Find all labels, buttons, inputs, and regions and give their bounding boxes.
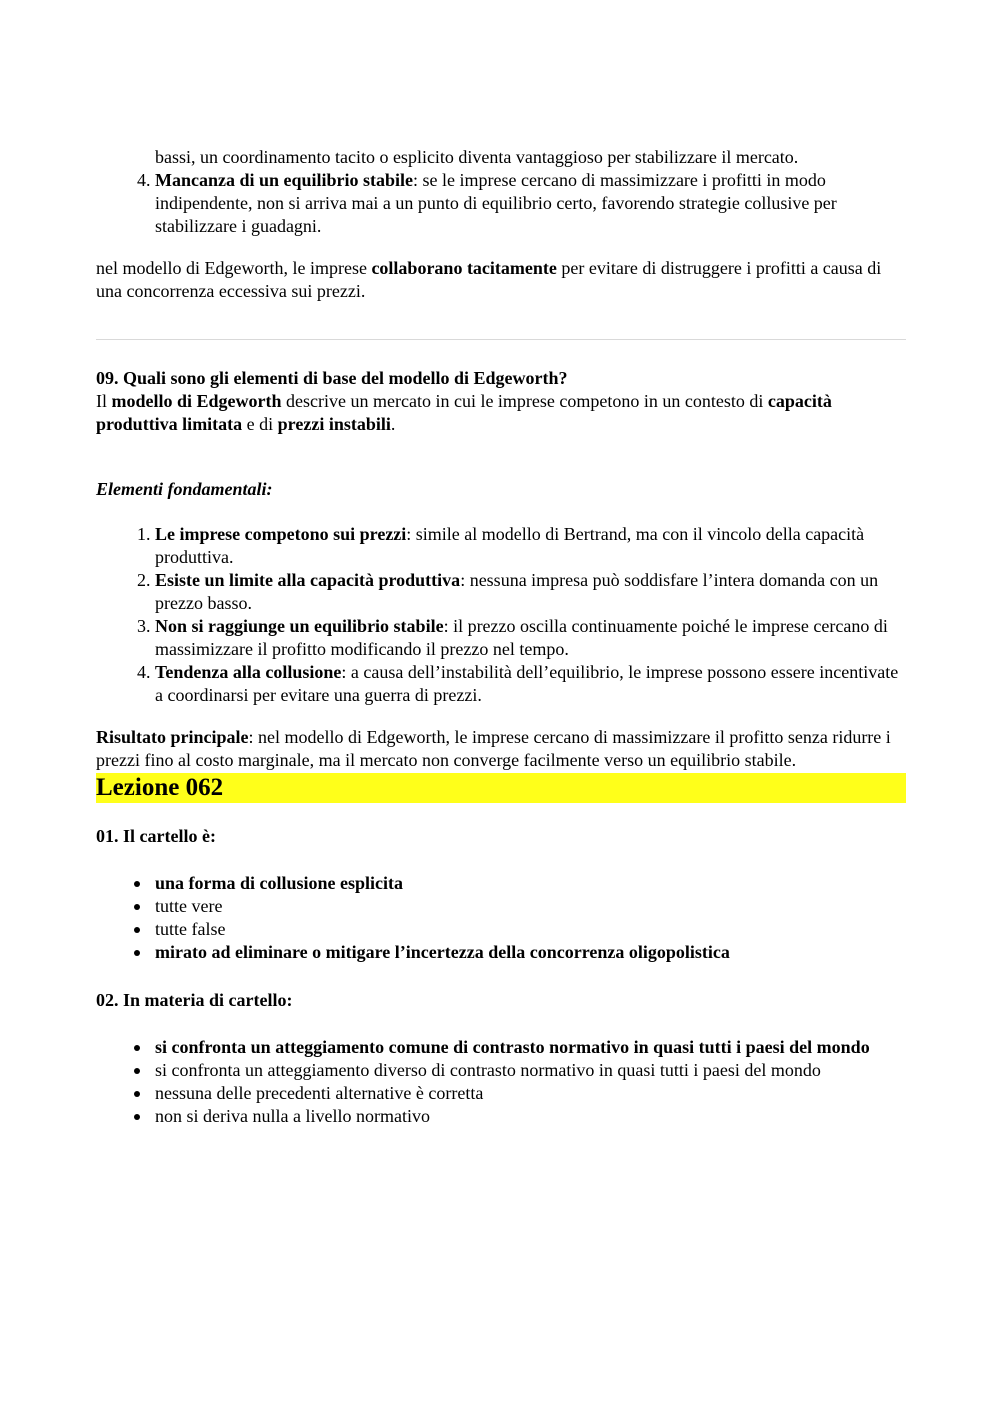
item-text: : simile al modello di Bertrand, ma con il vincolo della capacità produttiva. [155,524,865,567]
answer-text: si confronta un atteggiamento comune di contrasto normativo in quasi tutti i paesi del mondo [155,1037,870,1057]
answer-text: non si deriva nulla a livello normativo [155,1106,430,1126]
list-item [155,569,906,615]
question-title-text: 09. Quali sono gli elementi di base del modello di Edgeworth? [96,368,568,388]
question-title-text: 02. In materia di cartello: [96,990,293,1010]
item-bold: Non si raggiunge un equilibrio stabile [155,616,444,636]
answer-text: tutte vere [155,896,223,916]
question-02-title [96,989,906,1012]
question-09-title [96,367,906,390]
item-bold: Le imprese competono sui prezzi [155,524,407,544]
answer-text: una forma di collusione esplicita [155,873,404,893]
text-run: per evitare di distruggere i profitti a causa di una concorrenza eccessiva sui prezzi. [96,258,882,301]
text-run: Il [96,391,112,411]
answer-text: tutte false [155,919,226,939]
item-text: : a causa dell’instabilità dell’equilibrio, le imprese possono essere incentivate a coordinarsi per evitare una guerra di prezzi. [155,662,899,705]
answer-list-q02 [96,1036,906,1128]
answer-option [155,1082,906,1105]
text-run: : nel modello di Edgeworth, le imprese cercano di massimizzare il profitto senza ridurre i prezzi fino al costo marginale, ma il mercato non converge facilmente verso un equilibrio stabile. [96,727,891,770]
question-title-text: 01. Il cartello è: [96,826,216,846]
item-bold: Mancanza di un equilibrio stabile [155,170,414,190]
answer-list-q01 [96,872,906,964]
text-bold: Risultato principale [96,727,249,747]
answer-option [155,1059,906,1082]
answer-option [155,872,906,895]
answer-option [155,1036,906,1059]
conclusion-paragraph [96,257,906,303]
document-page [96,146,906,1128]
list-continuation-line: bassi, un coordinamento tacito o esplicito diventa vantaggioso per stabilizzare il mercato. [155,147,799,167]
text-run: descrive un mercato in cui le imprese competono in un contesto di [281,391,768,411]
text-run: . [390,414,396,434]
text-bold: capacità produttiva limitata [96,391,832,434]
item-text: : se le imprese cercano di massimizzare i profitti in modo indipendente, non si arriva mai a un punto di equilibrio certo, favorendo strategie collusive per stabilizzare i guadagni. [155,170,837,236]
numbered-list-intro [96,169,906,238]
list-item [155,615,906,661]
text-bold: collaborano tacitamente [371,258,557,278]
list-item [155,523,906,569]
question-09-intro [96,390,906,436]
answer-option [155,918,906,941]
answer-text: mirato ad eliminare o mitigare l’incertezza della concorrenza oligopolistica [155,942,730,962]
answer-option [155,895,906,918]
list-item [155,169,906,238]
answer-text: si confronta un atteggiamento diverso di contrasto normativo in quasi tutti i paesi del mondo [155,1060,821,1080]
item-text: : nessuna impresa può soddisfare l’intera domanda con un prezzo basso. [155,570,879,613]
result-paragraph [96,726,906,772]
text-run: nel modello di Edgeworth, le imprese [96,258,372,278]
text-run: e di [242,414,278,434]
answer-option [155,941,906,964]
list-item [155,661,906,707]
text-bold: prezzi instabili [277,414,391,434]
answer-option [155,1105,906,1128]
question-01-title [96,825,906,848]
lesson-heading: Lezione 062 [96,773,906,803]
item-bold: Esiste un limite alla capacità produttiva [155,570,461,590]
item-text: : il prezzo oscilla continuamente poiché le imprese cercano di massimizzare il profitto modificando il prezzo nel tempo. [155,616,888,659]
text-bold: modello di Edgeworth [111,391,282,411]
answer-text: nessuna delle precedenti alternative è corretta [155,1083,484,1103]
elements-heading: Elementi fondamentali: [96,479,273,499]
item-bold: Tendenza alla collusione [155,662,342,682]
numbered-list-elements [96,523,906,707]
